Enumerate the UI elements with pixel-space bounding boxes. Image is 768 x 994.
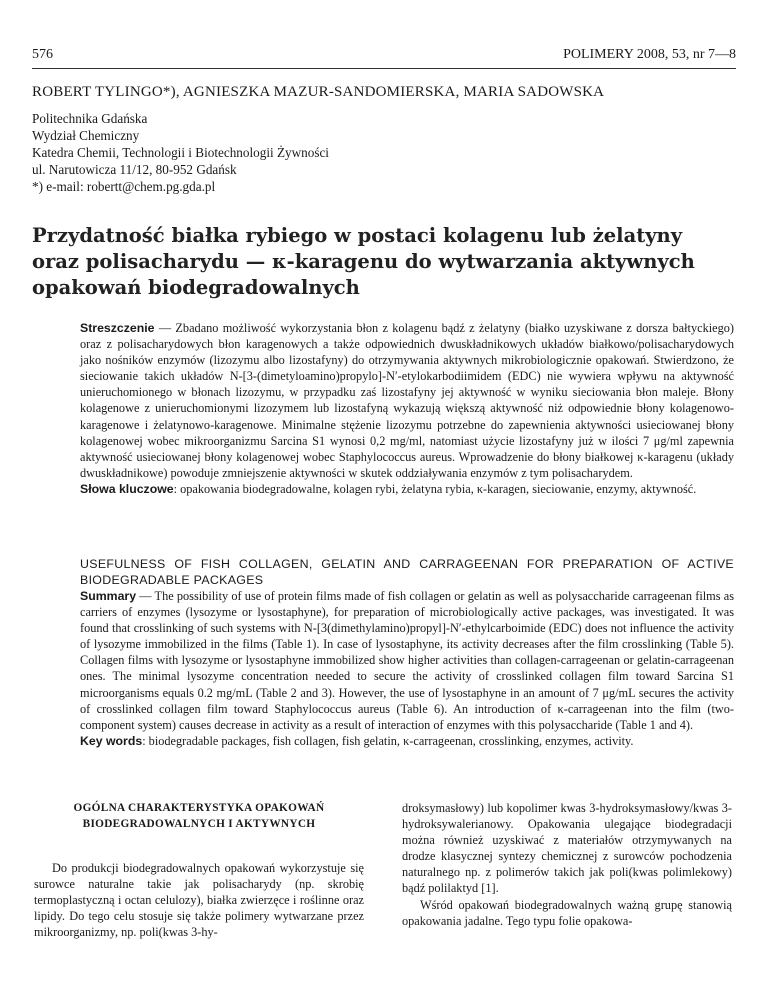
affiliation-line: ul. Narutowicza 11/12, 80-952 Gdańsk <box>32 162 237 177</box>
keywords-en-list: : biodegradable packages, fish collagen, fish gelatin, κ-carrageenan, crosslinking, enzymes, activity. <box>142 733 634 748</box>
title-line: oraz polisacharydu — κ-karagenu do wytwarzania aktywnych <box>32 250 695 273</box>
abstract-english <box>80 556 734 749</box>
title-line: opakowań biodegradowalnych <box>32 276 360 299</box>
abstract-en-title: USEFULNESS OF FISH COLLAGEN, GELATIN AND CARRAGEENAN FOR PREPARATION OF ACTIVE BIODEGRADABLE PACKAGES <box>80 557 734 587</box>
journal-citation: POLIMERY 2008, 53, nr 7—8 <box>563 47 736 62</box>
title-line: Przydatność białka rybiego w postaci kolagenu lub żelatyny <box>32 224 683 247</box>
body-paragraph: droksymasłowy) lub kopolimer kwas 3-hydroksymasłowy/kwas 3-hydroksywalerianowy. Opakowania ulegające biodegradacji można również uzyskiwać z materiałów otrzymywanych na drodze klasycznej syntezy chemicznej z surowców pochodzenia naturalnego np. z polimerów takich jak poli(kwas polimlekowy) bądź polilaktyd [1]. <box>402 801 732 896</box>
section-heading: OGÓLNA CHARAKTERYSTYKA OPAKOWAŃ BIODEGRADOWALNYCH I AKTYWNYCH <box>73 802 325 830</box>
abstract-pl-body: — Zbadano możliwość wykorzystania błon z kolagenu bądź z żelatyny (białko uzyskiwane z dorsza bałtyckiego) oraz z polisacharydowych błon karagenowych a także odpowiednich dwuskładnikowych układów białkowo/polisacharydowych jako nośników enzymów (lizozymu albo lizostafyny) do otrzymywania aktywnych mikrobiologicznie opakowań. Stwierdzono, że sieciowanie takich układów N-[3-(dimetyloamino)propylo]-N′-etylokarbodiimidem (EDC) nie wywiera wpływu na aktywność unieruchomionego w błonach lizozymu, w przypadku zaś lizostafyny jej aktywność w wyniku sieciowania błon maleje. Błony kolagenowe z unieruchomionymi lizozymem lub lizostafyną wykazują większą aktywność niż odpowiednie błony kolagenowo-karagenowe i żelatynowo-karagenowe. Minimalne stężenie lizozymu potrzebne do zapewnienia aktywności usieciowanej błony kolagenowej wobec mikroorganizmu Sarcina S1 wynosi 0,2 mg/ml, natomiast użycie lizostafyny już w ilości 7 μg/ml zapewnia aktywność usieciowanej błony kolagenowej wobec Staphylococcus aureus. Wprowadzenie do błony białkowej κ-karagenu (układy dwuskładnikowe) powoduje zmniejszenie aktywności w skutek oddziaływania enzymów z tym polisacharydem. <box>80 321 734 480</box>
body-column-left <box>34 800 364 940</box>
running-header <box>32 47 736 67</box>
abstract-en-body: — The possibility of use of protein films made of fish collagen or gelatin as well as polysaccharide carrageenan films as carriers of enzymes (lysozyme or lysostaphyne), for preparation of microbiologically active packages, was investigated. It was found that crosslinking of such systems with N-[3(dimethylamino)propyl]-N′-ethylcarboimide (EDC) does not influence the activity of lysozyme immobilized in the films (Table 1). In case of lysostaphyne, its activity decreases after the film crosslinking (Table 5). Collagen films with lysozyme or lysostaphyne immobilized show higher activities than collagen-carrageenan or gelatin-carrageenan ones. The minimal lysozyme concentration needed to secure the activity of crosslinked collagen film toward Sarcina S1 microorganisms equals 0.2 mg/mL (Table 2 and 3). However, the use of lysostaphyne in an amount of 7 μg/mL secures the activity of crosslinked collagen film toward Staphylococcus aureus (Table 6). An introduction of κ-carrageenan into the film (two-component system) causes decrease in activity as a result of interaction of enzymes with this polysaccharide (Table 1 and 4). <box>80 589 734 732</box>
page-number: 576 <box>32 47 53 62</box>
abstract-en-label: Summary <box>80 589 137 603</box>
abstract-pl-text <box>80 320 734 481</box>
keywords-en <box>80 733 734 749</box>
affiliation-line: Politechnika Gdańska <box>32 111 148 126</box>
abstract-polish <box>80 320 734 497</box>
keywords-pl-list: : opakowania biodegradowalne, kolagen rybi, żelatyna rybia, κ-karagen, sieciowanie, enzymy, aktywność. <box>173 481 697 496</box>
body-column-right <box>402 800 732 929</box>
body-paragraph: Wśród opakowań biodegradowalnych ważną grupę stanowią opakowania jadalne. Tego typu folie opakowa- <box>402 897 732 928</box>
author-email: *) e-mail: robertt@chem.pg.gda.pl <box>32 179 216 194</box>
author-list: ROBERT TYLINGO*), AGNIESZKA MAZUR-SANDOMIERSKA, MARIA SADOWSKA <box>32 84 605 100</box>
keywords-pl <box>80 481 734 497</box>
header-rule <box>32 68 736 69</box>
keywords-en-label: Key words <box>80 733 143 748</box>
keywords-pl-label: Słowa kluczowe <box>80 481 174 496</box>
abstract-en-text <box>80 588 734 733</box>
body-paragraph: Do produkcji biodegradowalnych opakowań wykorzystuje się surowce naturalne takie jak polisacharydy (np. skrobię termoplastyczną i octan celulozy), białka zwierzęce i roślinne oraz lipidy. Do tego celu stosuje się także polimery wytwarzane przez mikroorganizmy, np. poli(kwas 3-hy- <box>34 861 364 940</box>
article-title <box>32 223 732 301</box>
affiliation-block <box>32 110 329 195</box>
abstract-pl-label: Streszczenie <box>80 321 155 335</box>
affiliation-line: Wydział Chemiczny <box>32 128 140 143</box>
affiliation-line: Katedra Chemii, Technologii i Biotechnologii Żywności <box>32 145 329 160</box>
